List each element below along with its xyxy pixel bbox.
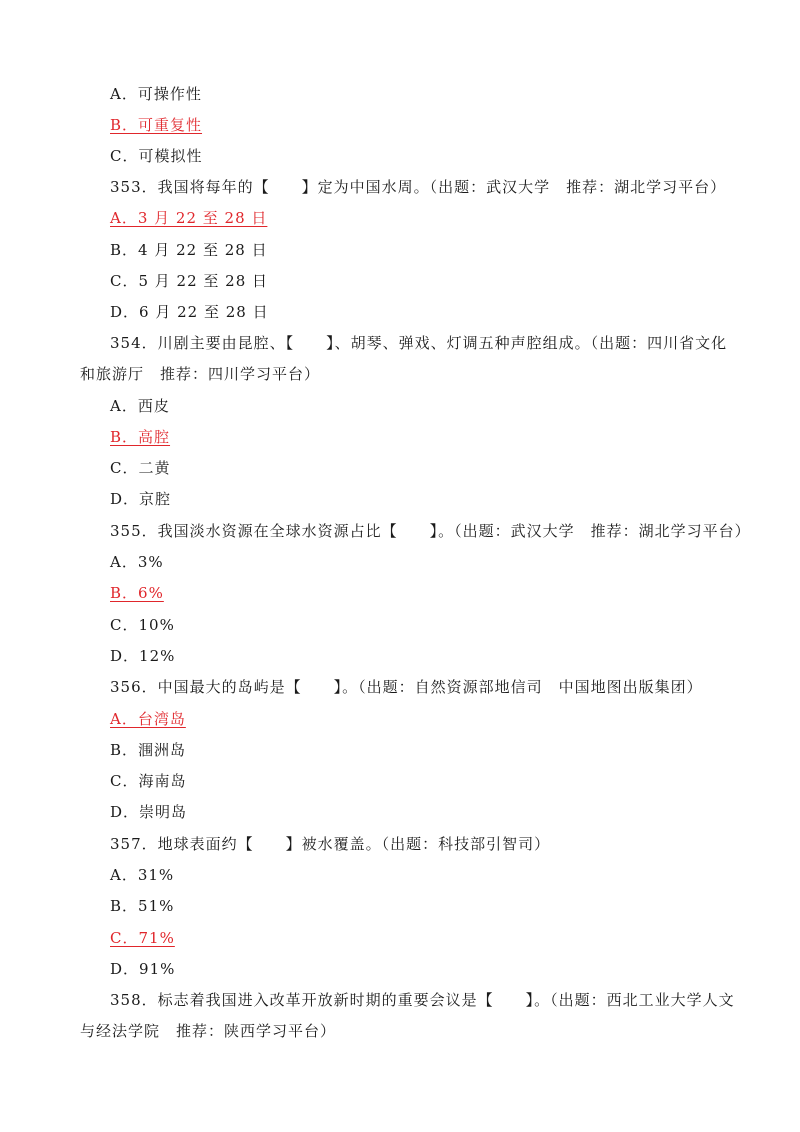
option-line: D．12%	[110, 647, 176, 665]
option-line: C．海南岛	[110, 772, 187, 790]
option-line: B．涠洲岛	[110, 741, 187, 759]
option-line: B．51%	[110, 897, 175, 915]
option-line: D．京腔	[110, 490, 172, 508]
option-line-correct: B．6%	[110, 584, 164, 602]
option-line: C．可模拟性	[110, 147, 203, 165]
option-line: D．91%	[110, 960, 176, 978]
option-line: D．崇明岛	[110, 803, 188, 821]
option-line: C．二黄	[110, 459, 171, 477]
option-line: A．可操作性	[110, 85, 202, 103]
question-358-continued: 与经法学院 推荐：陕西学习平台）	[80, 1022, 337, 1040]
question-353: 353．我国将每年的【 】定为中国水周。（出题：武汉大学 推荐：湖北学习平台）	[110, 178, 727, 196]
option-line: A．3%	[110, 553, 164, 571]
option-line-correct: B．可重复性	[110, 116, 203, 134]
option-line-correct: B．高腔	[110, 428, 171, 446]
option-line: A．西皮	[110, 397, 170, 415]
question-355: 355．我国淡水资源在全球水资源占比【 】。（出题：武汉大学 推荐：湖北学习平台）	[110, 522, 751, 540]
option-line: B．4 月 22 至 28 日	[110, 241, 268, 259]
option-line: C．10%	[110, 616, 175, 634]
question-354: 354．川剧主要由昆腔、【 】、胡琴、弹戏、灯调五种声腔组成。（出题：四川省文化	[110, 334, 728, 352]
question-354-continued: 和旅游厅 推荐：四川学习平台）	[80, 365, 321, 383]
question-357: 357．地球表面约【 】被水覆盖。（出题：科技部引智司）	[110, 835, 551, 853]
question-358: 358．标志着我国进入改革开放新时期的重要会议是【 】。（出题：西北工业大学人文	[110, 991, 735, 1009]
option-line: A．31%	[110, 866, 175, 884]
question-356: 356．中国最大的岛屿是【 】。（出题：自然资源部地信司 中国地图出版集团）	[110, 678, 703, 696]
option-line-correct: A．3 月 22 至 28 日	[110, 209, 268, 227]
option-line-correct: A．台湾岛	[110, 710, 186, 728]
option-line-correct: C．71%	[110, 929, 175, 947]
option-line: C．5 月 22 至 28 日	[110, 272, 269, 290]
option-line: D．6 月 22 至 28 日	[110, 303, 269, 321]
